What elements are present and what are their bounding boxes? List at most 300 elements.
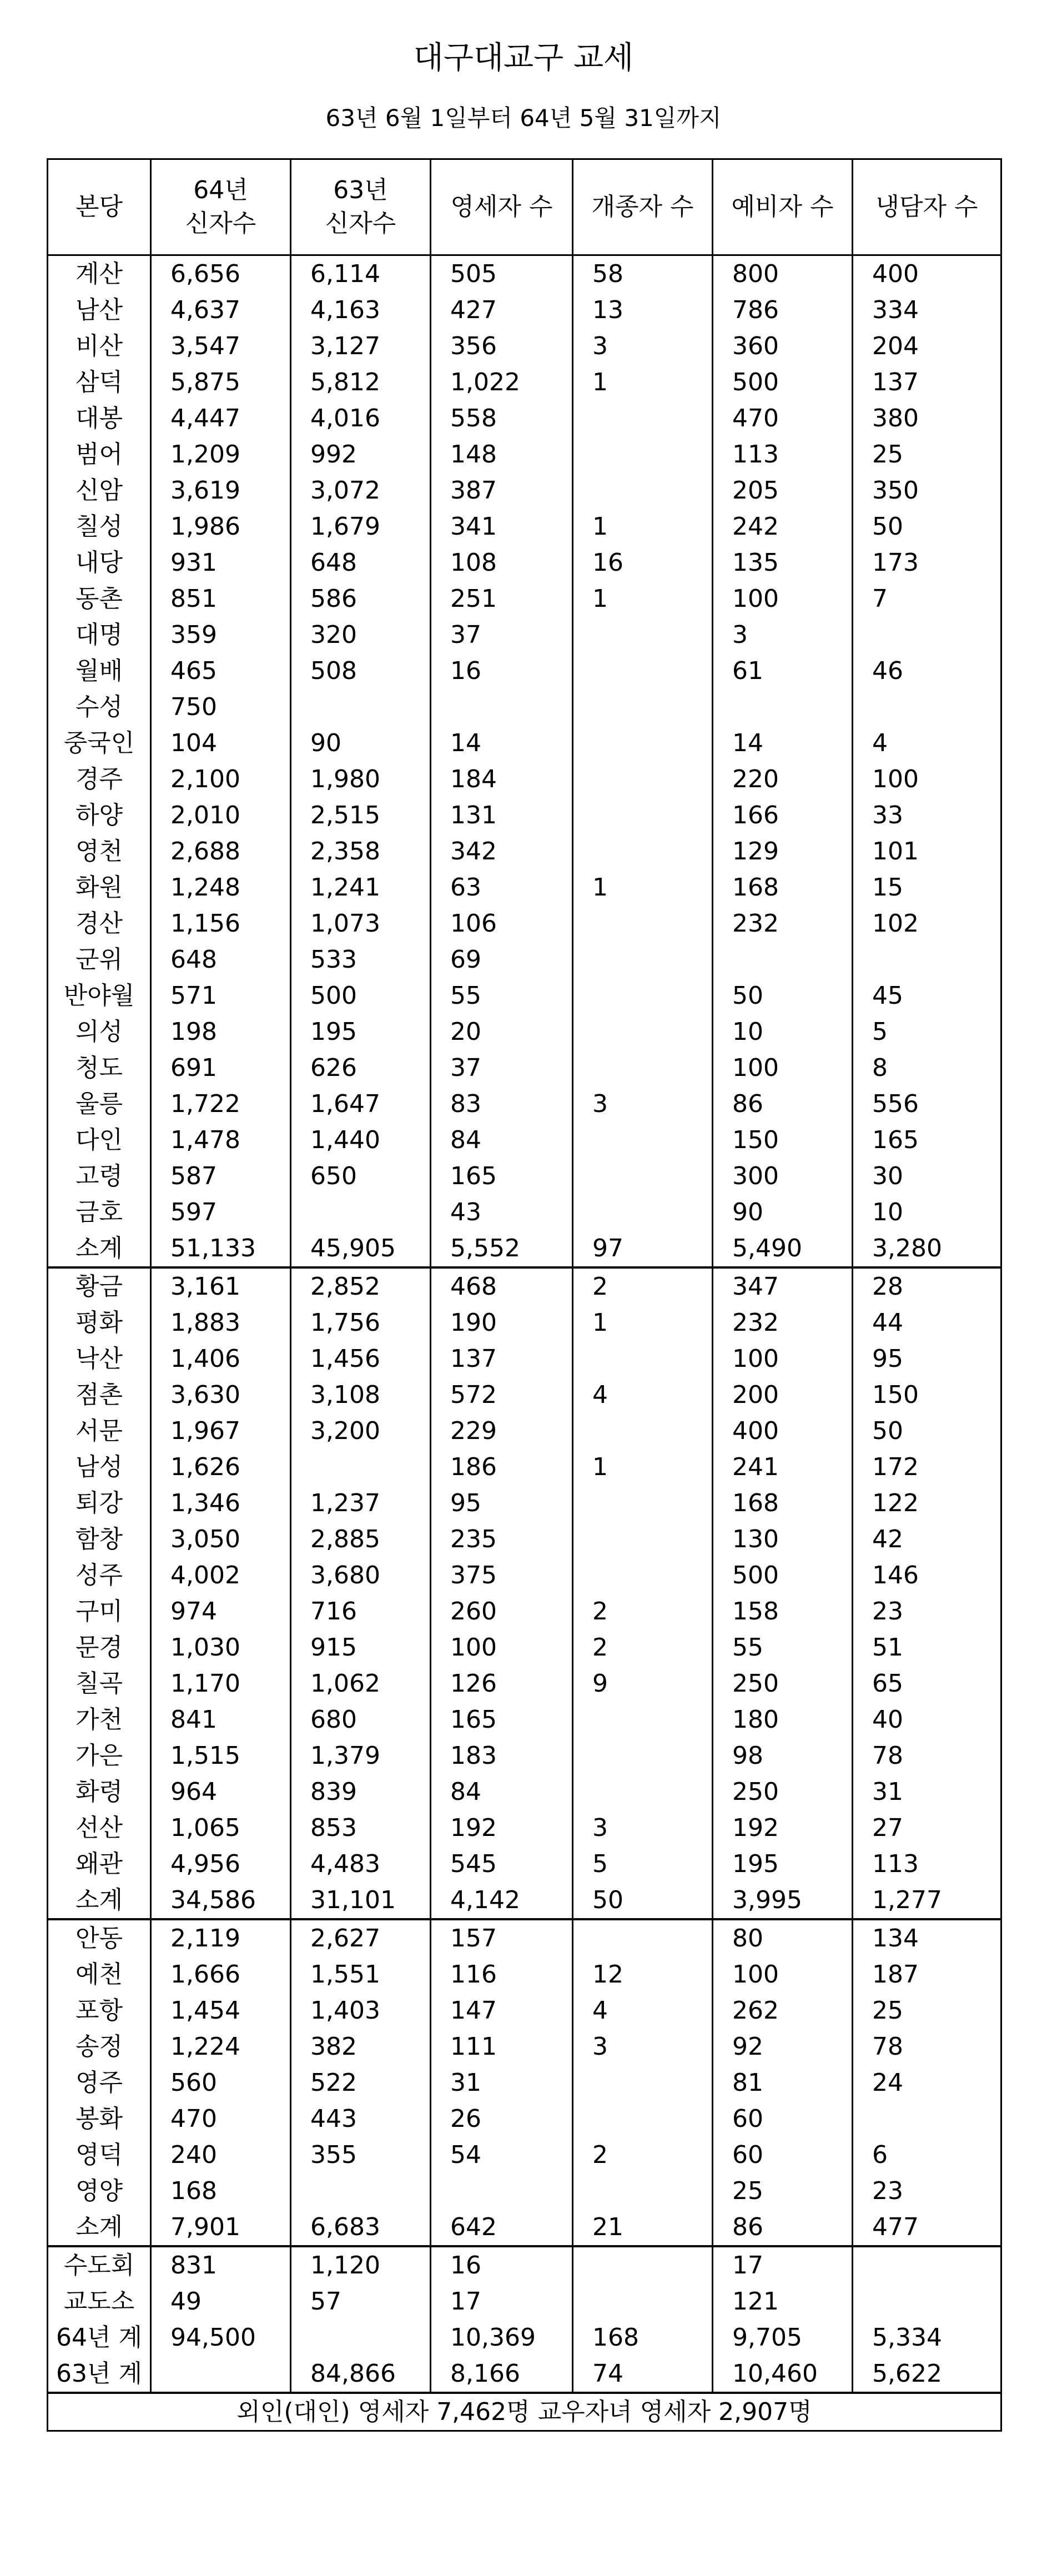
value-cell-baptisms: 186 bbox=[431, 1449, 573, 1485]
table-row bbox=[48, 2029, 1001, 2065]
value-cell-members-64: 359 bbox=[151, 617, 291, 653]
value-cell-lapsed: 477 bbox=[853, 2209, 1001, 2246]
value-cell-members-64: 2,010 bbox=[151, 797, 291, 833]
value-cell-members-64: 465 bbox=[151, 653, 291, 689]
value-cell-converts: 16 bbox=[573, 545, 713, 581]
parish-name-cell: 남성 bbox=[48, 1449, 151, 1485]
value-cell-members-63: 650 bbox=[291, 1158, 431, 1194]
value-cell-members-64: 2,119 bbox=[151, 1919, 291, 1956]
value-cell-catechumens: 400 bbox=[713, 1413, 853, 1449]
value-cell-members-63: 1,237 bbox=[291, 1485, 431, 1521]
value-cell-baptisms: 131 bbox=[431, 797, 573, 833]
table-row bbox=[48, 1629, 1001, 1666]
value-cell-converts bbox=[573, 1413, 713, 1449]
table-row bbox=[48, 1305, 1001, 1341]
value-cell-baptisms: 111 bbox=[431, 2029, 573, 2065]
value-cell-lapsed bbox=[853, 2283, 1001, 2320]
value-cell-converts bbox=[573, 1919, 713, 1956]
value-cell-members-63: 2,515 bbox=[291, 797, 431, 833]
value-cell-members-64: 1,248 bbox=[151, 869, 291, 905]
value-cell-catechumens: 360 bbox=[713, 328, 853, 364]
table-row bbox=[48, 725, 1001, 761]
parish-name-cell: 점촌 bbox=[48, 1377, 151, 1413]
value-cell-converts: 1 bbox=[573, 1449, 713, 1485]
value-cell-baptisms: 8,166 bbox=[431, 2356, 573, 2393]
value-cell-members-64: 3,630 bbox=[151, 1377, 291, 1413]
value-cell-converts bbox=[573, 1738, 713, 1774]
value-cell-lapsed bbox=[853, 617, 1001, 653]
value-cell-members-63: 3,127 bbox=[291, 328, 431, 364]
value-cell-members-64: 198 bbox=[151, 1014, 291, 1050]
value-cell-converts: 2 bbox=[573, 1629, 713, 1666]
value-cell-baptisms: 31 bbox=[431, 2065, 573, 2101]
value-cell-baptisms: 375 bbox=[431, 1557, 573, 1593]
value-cell-catechumens: 100 bbox=[713, 1341, 853, 1377]
value-cell-converts bbox=[573, 2173, 713, 2209]
value-cell-lapsed: 102 bbox=[853, 905, 1001, 942]
table-row bbox=[48, 545, 1001, 581]
parish-name-cell: 하양 bbox=[48, 797, 151, 833]
table-row bbox=[48, 653, 1001, 689]
value-cell-converts: 4 bbox=[573, 1377, 713, 1413]
table-row bbox=[48, 942, 1001, 978]
value-cell-converts bbox=[573, 436, 713, 472]
value-cell-members-63 bbox=[291, 1449, 431, 1485]
table-row bbox=[48, 2137, 1001, 2173]
value-cell-baptisms: 108 bbox=[431, 545, 573, 581]
table-row bbox=[48, 1774, 1001, 1810]
value-cell-catechumens: 135 bbox=[713, 545, 853, 581]
value-cell-lapsed: 350 bbox=[853, 472, 1001, 509]
value-cell-members-63: 2,852 bbox=[291, 1267, 431, 1305]
value-cell-baptisms: 69 bbox=[431, 942, 573, 978]
table-row bbox=[48, 1521, 1001, 1557]
value-cell-members-63 bbox=[291, 2173, 431, 2209]
total-row bbox=[48, 2320, 1001, 2356]
value-cell-members-63: 1,647 bbox=[291, 1086, 431, 1122]
value-cell-members-64: 1,224 bbox=[151, 2029, 291, 2065]
value-cell-baptisms: 10,369 bbox=[431, 2320, 573, 2356]
table-row bbox=[48, 761, 1001, 797]
table-row bbox=[48, 1014, 1001, 1050]
footnote-row bbox=[48, 2393, 1001, 2431]
table-row bbox=[48, 2283, 1001, 2320]
table-row bbox=[48, 1993, 1001, 2029]
value-cell-lapsed: 173 bbox=[853, 545, 1001, 581]
value-cell-baptisms: 229 bbox=[431, 1413, 573, 1449]
parish-name-cell: 안동 bbox=[48, 1919, 151, 1956]
value-cell-converts bbox=[573, 761, 713, 797]
value-cell-catechumens: 100 bbox=[713, 581, 853, 617]
value-cell-baptisms: 54 bbox=[431, 2137, 573, 2173]
value-cell-members-63 bbox=[291, 689, 431, 725]
value-cell-converts bbox=[573, 1557, 713, 1593]
value-cell-catechumens: 14 bbox=[713, 725, 853, 761]
value-cell-members-63: 382 bbox=[291, 2029, 431, 2065]
value-cell-members-64: 6,656 bbox=[151, 255, 291, 293]
table-row bbox=[48, 1194, 1001, 1230]
value-cell-members-64: 841 bbox=[151, 1702, 291, 1738]
value-cell-lapsed: 172 bbox=[853, 1449, 1001, 1485]
value-cell-lapsed: 40 bbox=[853, 1702, 1001, 1738]
value-cell-lapsed: 27 bbox=[853, 1810, 1001, 1846]
value-cell-lapsed: 50 bbox=[853, 509, 1001, 545]
value-cell-catechumens: 92 bbox=[713, 2029, 853, 2065]
value-cell-lapsed: 400 bbox=[853, 255, 1001, 293]
value-cell-baptisms: 14 bbox=[431, 725, 573, 761]
value-cell-baptisms: 20 bbox=[431, 1014, 573, 1050]
value-cell-lapsed: 4 bbox=[853, 725, 1001, 761]
value-cell-converts: 1 bbox=[573, 1305, 713, 1341]
table-row bbox=[48, 797, 1001, 833]
value-cell-converts bbox=[573, 2283, 713, 2320]
value-cell-converts: 168 bbox=[573, 2320, 713, 2356]
value-cell-baptisms: 37 bbox=[431, 617, 573, 653]
value-cell-catechumens: 9,705 bbox=[713, 2320, 853, 2356]
value-cell-members-64: 1,666 bbox=[151, 1956, 291, 1993]
subtotal-row bbox=[48, 1230, 1001, 1267]
parish-name-cell: 다인 bbox=[48, 1122, 151, 1158]
value-cell-converts bbox=[573, 905, 713, 942]
value-cell-members-64: 4,637 bbox=[151, 292, 291, 328]
value-cell-members-63: 1,551 bbox=[291, 1956, 431, 1993]
value-cell-members-63: 1,980 bbox=[291, 761, 431, 797]
column-header-text: 64년 bbox=[193, 176, 248, 204]
table-row bbox=[48, 1846, 1001, 1882]
parish-name-cell: 가은 bbox=[48, 1738, 151, 1774]
value-cell-members-63: 90 bbox=[291, 725, 431, 761]
value-cell-catechumens: 242 bbox=[713, 509, 853, 545]
value-cell-members-64: 104 bbox=[151, 725, 291, 761]
subtotal-row bbox=[48, 2209, 1001, 2246]
value-cell-lapsed: 101 bbox=[853, 833, 1001, 869]
parish-name-cell: 구미 bbox=[48, 1593, 151, 1629]
value-cell-members-64: 5,875 bbox=[151, 364, 291, 400]
value-cell-converts: 97 bbox=[573, 1230, 713, 1267]
value-cell-converts bbox=[573, 472, 713, 509]
value-cell-lapsed: 44 bbox=[853, 1305, 1001, 1341]
value-cell-lapsed: 165 bbox=[853, 1122, 1001, 1158]
table-row bbox=[48, 1050, 1001, 1086]
value-cell-members-64: 587 bbox=[151, 1158, 291, 1194]
value-cell-lapsed: 1,277 bbox=[853, 1882, 1001, 1919]
value-cell-catechumens: 168 bbox=[713, 869, 853, 905]
value-cell-catechumens: 25 bbox=[713, 2173, 853, 2209]
value-cell-converts bbox=[573, 942, 713, 978]
value-cell-members-64: 51,133 bbox=[151, 1230, 291, 1267]
table-row bbox=[48, 1377, 1001, 1413]
value-cell-lapsed: 334 bbox=[853, 292, 1001, 328]
parish-name-cell: 칠곡 bbox=[48, 1666, 151, 1702]
table-row bbox=[48, 2065, 1001, 2101]
value-cell-baptisms: 184 bbox=[431, 761, 573, 797]
value-cell-lapsed: 28 bbox=[853, 1267, 1001, 1305]
value-cell-catechumens: 5,490 bbox=[713, 1230, 853, 1267]
value-cell-converts bbox=[573, 797, 713, 833]
value-cell-members-64: 1,030 bbox=[151, 1629, 291, 1666]
value-cell-catechumens: 98 bbox=[713, 1738, 853, 1774]
table-row bbox=[48, 1122, 1001, 1158]
value-cell-lapsed: 23 bbox=[853, 1593, 1001, 1629]
value-cell-members-64: 571 bbox=[151, 978, 291, 1014]
value-cell-baptisms: 55 bbox=[431, 978, 573, 1014]
table-row bbox=[48, 617, 1001, 653]
parish-name-cell: 포항 bbox=[48, 1993, 151, 2029]
value-cell-baptisms bbox=[431, 689, 573, 725]
parish-name-cell: 대봉 bbox=[48, 400, 151, 436]
value-cell-members-63: 1,456 bbox=[291, 1341, 431, 1377]
table-row bbox=[48, 1086, 1001, 1122]
column-header-baptisms bbox=[431, 159, 573, 255]
parish-name-cell: 서문 bbox=[48, 1413, 151, 1449]
column-header-members-64 bbox=[151, 159, 291, 255]
value-cell-lapsed: 6 bbox=[853, 2137, 1001, 2173]
parish-name-cell: 퇴강 bbox=[48, 1485, 151, 1521]
parish-name-cell: 반야월 bbox=[48, 978, 151, 1014]
value-cell-converts: 74 bbox=[573, 2356, 713, 2393]
value-cell-converts: 2 bbox=[573, 1267, 713, 1305]
value-cell-members-63: 1,241 bbox=[291, 869, 431, 905]
parish-name-cell: 선산 bbox=[48, 1810, 151, 1846]
value-cell-members-64: 691 bbox=[151, 1050, 291, 1086]
value-cell-lapsed: 46 bbox=[853, 653, 1001, 689]
value-cell-catechumens: 500 bbox=[713, 1557, 853, 1593]
value-cell-baptisms: 16 bbox=[431, 653, 573, 689]
parish-name-cell: 왜관 bbox=[48, 1846, 151, 1882]
value-cell-members-64: 2,100 bbox=[151, 761, 291, 797]
table-header-row bbox=[48, 159, 1001, 255]
column-header-text: 영세자 수 bbox=[450, 193, 553, 221]
value-cell-catechumens: 3 bbox=[713, 617, 853, 653]
value-cell-catechumens: 250 bbox=[713, 1666, 853, 1702]
value-cell-members-64: 1,454 bbox=[151, 1993, 291, 2029]
value-cell-lapsed bbox=[853, 942, 1001, 978]
value-cell-converts bbox=[573, 1014, 713, 1050]
value-cell-members-63: 3,108 bbox=[291, 1377, 431, 1413]
value-cell-members-64: 1,626 bbox=[151, 1449, 291, 1485]
value-cell-catechumens: 60 bbox=[713, 2137, 853, 2173]
value-cell-members-64: 4,447 bbox=[151, 400, 291, 436]
value-cell-members-63: 6,683 bbox=[291, 2209, 431, 2246]
parish-name-cell: 수도회 bbox=[48, 2246, 151, 2283]
column-header-text: 개종자 수 bbox=[591, 193, 694, 221]
value-cell-members-63: 3,200 bbox=[291, 1413, 431, 1449]
column-header-parish bbox=[48, 159, 151, 255]
value-cell-catechumens: 168 bbox=[713, 1485, 853, 1521]
value-cell-members-63: 626 bbox=[291, 1050, 431, 1086]
table-row bbox=[48, 1267, 1001, 1305]
value-cell-converts: 2 bbox=[573, 2137, 713, 2173]
value-cell-members-64: 1,065 bbox=[151, 1810, 291, 1846]
value-cell-members-64: 94,500 bbox=[151, 2320, 291, 2356]
value-cell-lapsed: 42 bbox=[853, 1521, 1001, 1557]
column-header-text: 예비자 수 bbox=[731, 193, 834, 221]
parish-name-cell: 중국인 bbox=[48, 725, 151, 761]
value-cell-members-64: 1,406 bbox=[151, 1341, 291, 1377]
value-cell-lapsed: 150 bbox=[853, 1377, 1001, 1413]
value-cell-baptisms: 16 bbox=[431, 2246, 573, 2283]
value-cell-lapsed: 95 bbox=[853, 1341, 1001, 1377]
value-cell-lapsed: 556 bbox=[853, 1086, 1001, 1122]
value-cell-converts bbox=[573, 1122, 713, 1158]
table-row bbox=[48, 581, 1001, 617]
parish-name-cell: 남산 bbox=[48, 292, 151, 328]
value-cell-catechumens: 81 bbox=[713, 2065, 853, 2101]
value-cell-baptisms: 126 bbox=[431, 1666, 573, 1702]
value-cell-members-63: 533 bbox=[291, 942, 431, 978]
value-cell-members-63: 500 bbox=[291, 978, 431, 1014]
value-cell-converts bbox=[573, 689, 713, 725]
value-cell-converts bbox=[573, 833, 713, 869]
total-row bbox=[48, 2356, 1001, 2393]
value-cell-lapsed: 78 bbox=[853, 1738, 1001, 1774]
value-cell-members-64: 3,161 bbox=[151, 1267, 291, 1305]
value-cell-lapsed: 5,622 bbox=[853, 2356, 1001, 2393]
value-cell-members-64: 1,883 bbox=[151, 1305, 291, 1341]
value-cell-baptisms: 642 bbox=[431, 2209, 573, 2246]
value-cell-members-64: 1,722 bbox=[151, 1086, 291, 1122]
parish-name-cell: 영주 bbox=[48, 2065, 151, 2101]
value-cell-members-64 bbox=[151, 2356, 291, 2393]
value-cell-members-63: 586 bbox=[291, 581, 431, 617]
value-cell-catechumens: 61 bbox=[713, 653, 853, 689]
value-cell-members-64: 560 bbox=[151, 2065, 291, 2101]
value-cell-catechumens: 90 bbox=[713, 1194, 853, 1230]
value-cell-baptisms: 137 bbox=[431, 1341, 573, 1377]
value-cell-catechumens: 180 bbox=[713, 1702, 853, 1738]
value-cell-baptisms: 4,142 bbox=[431, 1882, 573, 1919]
value-cell-members-63: 4,483 bbox=[291, 1846, 431, 1882]
value-cell-lapsed: 8 bbox=[853, 1050, 1001, 1086]
value-cell-catechumens: 192 bbox=[713, 1810, 853, 1846]
parish-name-cell: 송정 bbox=[48, 2029, 151, 2065]
value-cell-members-63: 4,016 bbox=[291, 400, 431, 436]
value-cell-members-64: 240 bbox=[151, 2137, 291, 2173]
value-cell-baptisms: 26 bbox=[431, 2101, 573, 2137]
value-cell-baptisms: 260 bbox=[431, 1593, 573, 1629]
value-cell-lapsed: 204 bbox=[853, 328, 1001, 364]
value-cell-members-64: 3,619 bbox=[151, 472, 291, 509]
value-cell-lapsed: 5 bbox=[853, 1014, 1001, 1050]
table-row bbox=[48, 1557, 1001, 1593]
parish-name-cell: 의성 bbox=[48, 1014, 151, 1050]
value-cell-members-64: 470 bbox=[151, 2101, 291, 2137]
value-cell-converts: 2 bbox=[573, 1593, 713, 1629]
value-cell-members-64: 1,346 bbox=[151, 1485, 291, 1521]
parish-name-cell: 예천 bbox=[48, 1956, 151, 1993]
table-row bbox=[48, 1413, 1001, 1449]
value-cell-baptisms: 83 bbox=[431, 1086, 573, 1122]
value-cell-converts bbox=[573, 1158, 713, 1194]
value-cell-baptisms: 84 bbox=[431, 1122, 573, 1158]
value-cell-catechumens: 129 bbox=[713, 833, 853, 869]
value-cell-converts: 5 bbox=[573, 1846, 713, 1882]
value-cell-catechumens: 86 bbox=[713, 1086, 853, 1122]
value-cell-members-63: 1,062 bbox=[291, 1666, 431, 1702]
value-cell-members-63: 45,905 bbox=[291, 1230, 431, 1267]
value-cell-members-63: 5,812 bbox=[291, 364, 431, 400]
value-cell-catechumens: 130 bbox=[713, 1521, 853, 1557]
value-cell-members-64: 34,586 bbox=[151, 1882, 291, 1919]
value-cell-members-63: 839 bbox=[291, 1774, 431, 1810]
column-header-text: 신자수 bbox=[185, 209, 256, 238]
value-cell-catechumens bbox=[713, 942, 853, 978]
value-cell-catechumens: 60 bbox=[713, 2101, 853, 2137]
value-cell-lapsed: 31 bbox=[853, 1774, 1001, 1810]
value-cell-baptisms: 251 bbox=[431, 581, 573, 617]
parish-name-cell: 화원 bbox=[48, 869, 151, 905]
value-cell-catechumens: 50 bbox=[713, 978, 853, 1014]
value-cell-baptisms: 63 bbox=[431, 869, 573, 905]
parish-name-cell: 울릉 bbox=[48, 1086, 151, 1122]
value-cell-lapsed bbox=[853, 689, 1001, 725]
value-cell-members-64: 4,956 bbox=[151, 1846, 291, 1882]
value-cell-converts: 13 bbox=[573, 292, 713, 328]
value-cell-catechumens: 500 bbox=[713, 364, 853, 400]
table-row bbox=[48, 1702, 1001, 1738]
value-cell-lapsed: 122 bbox=[853, 1485, 1001, 1521]
parish-name-cell: 계산 bbox=[48, 255, 151, 293]
value-cell-members-64: 597 bbox=[151, 1194, 291, 1230]
value-cell-members-63: 31,101 bbox=[291, 1882, 431, 1919]
value-cell-catechumens: 100 bbox=[713, 1956, 853, 1993]
subtotal-row bbox=[48, 1882, 1001, 1919]
value-cell-members-63: 195 bbox=[291, 1014, 431, 1050]
value-cell-catechumens: 195 bbox=[713, 1846, 853, 1882]
parish-name-cell: 삼덕 bbox=[48, 364, 151, 400]
parish-name-cell: 문경 bbox=[48, 1629, 151, 1666]
value-cell-members-64: 1,515 bbox=[151, 1738, 291, 1774]
table-row bbox=[48, 2101, 1001, 2137]
parish-name-cell: 금호 bbox=[48, 1194, 151, 1230]
value-cell-members-64: 3,547 bbox=[151, 328, 291, 364]
value-cell-catechumens: 470 bbox=[713, 400, 853, 436]
column-header-lapsed bbox=[853, 159, 1001, 255]
parish-name-cell: 범어 bbox=[48, 436, 151, 472]
value-cell-members-64: 1,967 bbox=[151, 1413, 291, 1449]
value-cell-baptisms: 37 bbox=[431, 1050, 573, 1086]
value-cell-converts bbox=[573, 978, 713, 1014]
value-cell-members-63 bbox=[291, 1194, 431, 1230]
value-cell-converts bbox=[573, 2101, 713, 2137]
value-cell-catechumens: 232 bbox=[713, 1305, 853, 1341]
value-cell-catechumens: 200 bbox=[713, 1377, 853, 1413]
value-cell-lapsed: 65 bbox=[853, 1666, 1001, 1702]
value-cell-catechumens: 100 bbox=[713, 1050, 853, 1086]
value-cell-converts bbox=[573, 1050, 713, 1086]
parish-name-cell: 영양 bbox=[48, 2173, 151, 2209]
parish-name-cell: 영덕 bbox=[48, 2137, 151, 2173]
parish-name-cell: 가천 bbox=[48, 1702, 151, 1738]
table-row bbox=[48, 472, 1001, 509]
value-cell-baptisms: 356 bbox=[431, 328, 573, 364]
value-cell-baptisms: 468 bbox=[431, 1267, 573, 1305]
value-cell-members-63: 3,072 bbox=[291, 472, 431, 509]
value-cell-converts bbox=[573, 400, 713, 436]
value-cell-catechumens: 86 bbox=[713, 2209, 853, 2246]
parish-name-cell: 경산 bbox=[48, 905, 151, 942]
value-cell-baptisms: 505 bbox=[431, 255, 573, 293]
value-cell-lapsed: 5,334 bbox=[853, 2320, 1001, 2356]
value-cell-members-64: 168 bbox=[151, 2173, 291, 2209]
value-cell-members-63: 648 bbox=[291, 545, 431, 581]
parish-name-cell: 63년 계 bbox=[48, 2356, 151, 2393]
value-cell-members-63: 443 bbox=[291, 2101, 431, 2137]
table-row bbox=[48, 978, 1001, 1014]
document-title: 대구대교구 교세 bbox=[413, 40, 634, 76]
parish-name-cell: 청도 bbox=[48, 1050, 151, 1086]
parish-name-cell: 성주 bbox=[48, 1557, 151, 1593]
